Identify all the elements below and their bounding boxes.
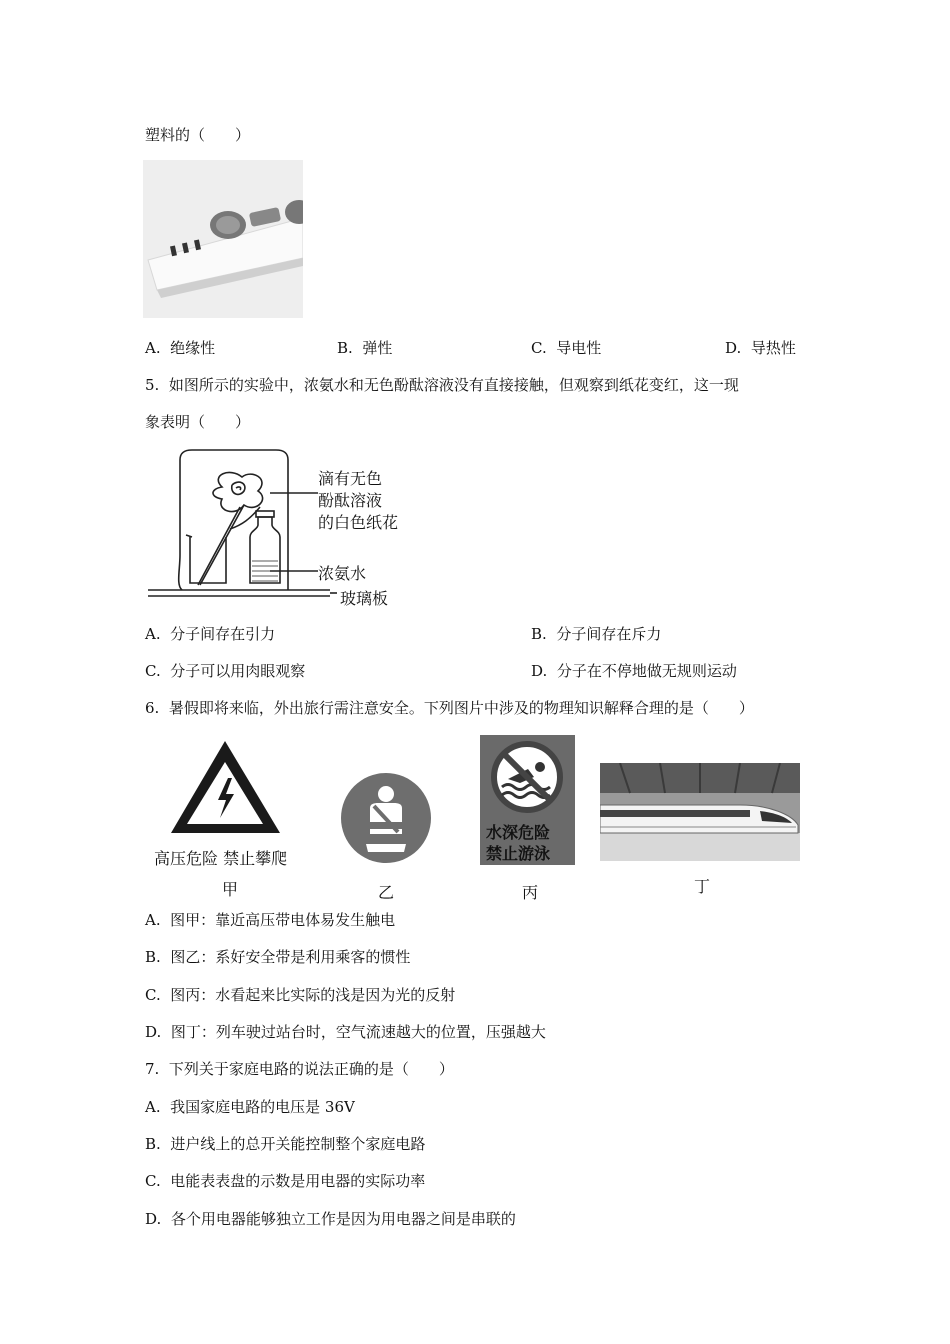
q4-option-b: B. 弹性 (337, 339, 393, 357)
q7-option-b: B. 进户线上的总开关能控制整个家庭电路 (145, 1135, 426, 1153)
q6-option-a: A. 图甲：靠近高压带电体易发生触电 (145, 911, 396, 929)
q7-option-d: D. 各个用电器能够独立工作是因为用电器之间是串联的 (145, 1210, 516, 1228)
q4-option-a: A. 绝缘性 (145, 339, 216, 357)
high-voltage-warning-sign-icon (168, 738, 283, 836)
caption-no-swim-line1: 水深危险 (486, 823, 551, 842)
q5-stem-line2: 象表明（ ） (145, 413, 251, 431)
power-strip-photo (143, 160, 303, 318)
q5-option-b: B. 分子间存在斥力 (531, 625, 662, 643)
q5-option-d: D. 分子在不停地做无规则运动 (531, 662, 737, 680)
label-flower-line3: 的白色纸花 (318, 513, 399, 532)
high-speed-train-photo-icon (600, 763, 800, 861)
q6-option-c: C. 图丙：水看起来比实际的浅是因为光的反射 (145, 986, 456, 1004)
label-ammonia: 浓氨水 (318, 564, 367, 583)
label-jia: 甲 (222, 880, 239, 899)
q4-stem-tail: 塑料的（ ） (145, 126, 251, 144)
q7-option-c: C. 电能表表盘的示数是用电器的实际功率 (145, 1172, 426, 1190)
seatbelt-sign-icon (340, 772, 432, 864)
q7-option-a: A. 我国家庭电路的电压是 36V (145, 1098, 355, 1116)
q4-option-d: D. 导热性 (725, 339, 796, 357)
label-flower-line1: 滴有无色 (318, 469, 383, 488)
q6-option-b: B. 图乙：系好安全带是利用乘客的惯性 (145, 948, 411, 966)
label-bing: 丙 (522, 883, 539, 902)
caption-no-swim-line2: 禁止游泳 (486, 844, 551, 863)
q5-option-c: C. 分子可以用肉眼观察 (145, 662, 306, 680)
label-ding: 丁 (694, 877, 711, 896)
q6-stem: 6. 暑假即将来临，外出旅行需注意安全。下列图片中涉及的物理知识解释合理的是（ ） (145, 699, 754, 717)
label-flower-line2: 酚酞溶液 (318, 491, 383, 510)
label-glass-plate: 玻璃板 (340, 589, 389, 608)
q7-stem: 7. 下列关于家庭电路的说法正确的是（ ） (145, 1060, 454, 1078)
label-yi: 乙 (378, 883, 395, 902)
q5-stem-line1: 5. 如图所示的实验中，浓氨水和无色酚酞溶液没有直接接触，但观察到纸花变红，这一现 (145, 376, 739, 394)
q5-option-a: A. 分子间存在引力 (145, 625, 276, 643)
caption-high-voltage: 高压危险 禁止攀爬 (154, 849, 288, 868)
q4-option-c: C. 导电性 (531, 339, 602, 357)
q6-option-d: D. 图丁：列车驶过站台时，空气流速越大的位置，压强越大 (145, 1023, 546, 1041)
